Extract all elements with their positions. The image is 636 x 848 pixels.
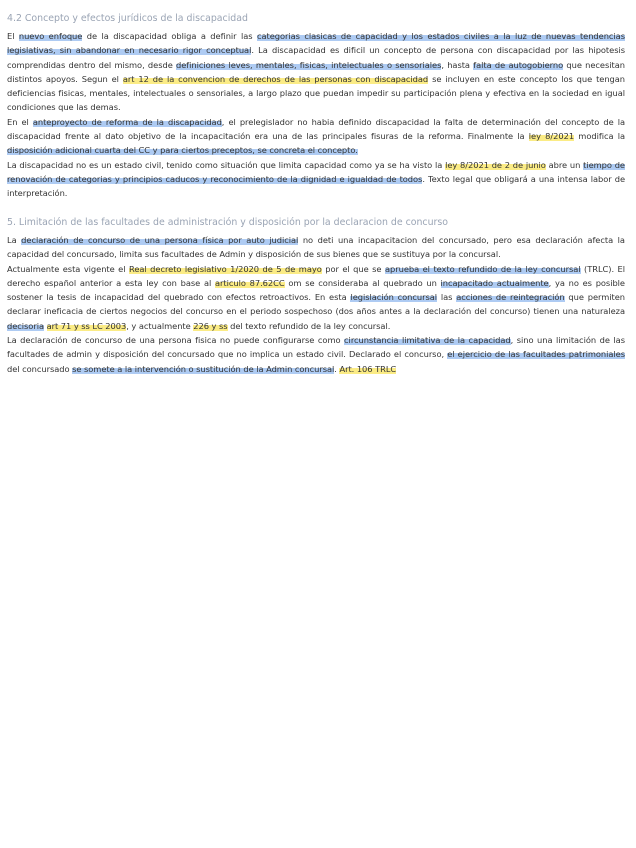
highlight-blue: nuevo enfoque [18, 31, 83, 41]
highlight-blue: categorias clasicas de capacidad y los estados civiles a la luz de nuevas tendencias legislativas, sin abandonar en necesario rigor conceptual [7, 31, 625, 56]
highlight-blue: declaración de concurso de una persona física por auto judicial [21, 235, 299, 245]
highlight-yellow: ley 8/2021 [528, 131, 575, 142]
text-run: , y actualmente [126, 320, 194, 331]
section-concurso [7, 216, 625, 376]
text-run: , sino una limitación de las facultades de admin y disposición del concursado que no implica un estado civil. Declarado el concurso, [7, 335, 625, 360]
text-run: que permiten declarar ineficacia de ciertos negocios del concurso en el periodo sospechoso (dos años antes a la declaración del concurso) tienen una naturaleza [7, 292, 625, 317]
highlight-yellow: articulo 87.62CC [215, 277, 285, 288]
paragraph [7, 29, 625, 115]
text-run: . La discapacidad es dificil un concepto de persona con discapacidad por las hipotesis comprendidas dentro del mismo, desde [7, 45, 625, 70]
highlight-blue: el ejercicio de las facultades patrimoniales [447, 349, 625, 360]
paragraph [7, 158, 625, 201]
highlight-blue: disposición adicional cuarta del CC y para ciertos preceptos, se concreta el concepto. [7, 145, 358, 156]
text-run: Actualmente esta vigente el [7, 263, 129, 274]
highlight-blue: acciones de reintegración [456, 292, 565, 303]
section-body [7, 29, 625, 201]
text-run: , el prelegislador no habia definido discapacidad la falta de determinación del concepto de la discapacidad frente al dato objetivo de la incapacitación era una de las principales fisuras de la reforma. Finalmente la [7, 116, 625, 142]
highlight-blue: definiciones leves, mentales, fisicas, intelectuales o sensoriales [176, 59, 442, 70]
text-run: por el que se [321, 263, 385, 274]
paragraph [7, 262, 625, 333]
highlight-blue: aprueba el texto refundido de la ley concursal [385, 263, 581, 274]
text-run: , ya no es posible sostener la tesis de incapacidad del quebrado con efectos retroactivos. En esta [7, 277, 625, 303]
text-run: las [437, 292, 457, 303]
text-run: se incluyen en este concepto los que tengan deficiencias fisicas, mentales, intelectuales o sensoriales, a largo plazo que puedan impedir su participación plena y efectiva en la sociedad en igual condiciones que las demas. [7, 73, 626, 113]
highlight-yellow: ley 8/2021 de 2 de junio [445, 159, 546, 170]
text-run: La declaración de concurso de una persona fisica no puede configurarse como [7, 335, 345, 346]
text-run: que necesitan distintos apoyos. Segun el [7, 59, 625, 84]
highlight-blue: se somete a la intervención o sustitución de la Admin concursal [72, 363, 335, 374]
text-run: En el [7, 116, 33, 127]
highlight-yellow: Real decreto legislativo 1/2020 de 5 de mayo [128, 263, 322, 274]
text-run: no deti una incapacitacion del concursado, pero esa declaración afecta la capacidad del concursado, limita sus facultades de Admin y disposición de sus bienes que se sustituya por la concursal. [7, 235, 625, 260]
section-heading: 4.2 Concepto y efectos jurídicos de la discapacidad [7, 13, 248, 24]
highlight-blue: decisoria [7, 320, 44, 331]
section-body [7, 233, 625, 376]
highlight-blue: anteproyecto de reforma de la discapacidad [32, 116, 222, 127]
text-run: , hasta [441, 59, 474, 70]
highlight-blue: falta de autogobierno [473, 59, 564, 70]
highlight-yellow: art 71 y ss LC 2003 [46, 320, 127, 331]
text-run: (TRLC). El derecho español anterior a esta ley con base al [7, 263, 625, 288]
highlight-blue: tiempo de renovación de categorias y principios caducos y reconocimiento de la dignidad e igualdad de todos [7, 159, 625, 184]
text-run: del texto refundido de la ley concursal. [227, 320, 391, 331]
text-run: La [7, 235, 22, 245]
text-run: del concursado [7, 363, 73, 374]
highlight-blue: circunstancia limitativa de la capacidad [344, 335, 511, 346]
text-run: de la discapacidad obliga a definir las [82, 31, 257, 41]
highlight-blue: incapacitado actualmente [440, 277, 549, 288]
text-run: La discapacidad no es un estado civil, tenido como situación que limita capacidad como ya se ha visto la [7, 159, 446, 170]
paragraph [7, 115, 625, 158]
highlight-yellow: 226 y ss [193, 320, 228, 331]
paragraph [7, 233, 625, 262]
highlight-yellow: art 12 de la convencion de derechos de las personas con discapacidad [122, 73, 429, 84]
text-run: El [7, 31, 19, 41]
text-run: modifica la [574, 131, 625, 142]
text-run: . Texto legal que obligará a una intensa labor de interpretación. [7, 173, 625, 199]
text-run: abre un [545, 159, 584, 170]
section-discapacidad [7, 12, 625, 201]
text-run: om se consideraba al quebrado un [284, 277, 441, 288]
section-heading: 5. Limitación de las facultades de administración y disposición por la declaracion de concurso [7, 217, 448, 228]
highlight-yellow: Art. 106 TRLC [339, 363, 397, 374]
highlight-blue: legislación concursal [350, 292, 438, 303]
paragraph [7, 333, 625, 376]
text-run: . [334, 363, 340, 374]
